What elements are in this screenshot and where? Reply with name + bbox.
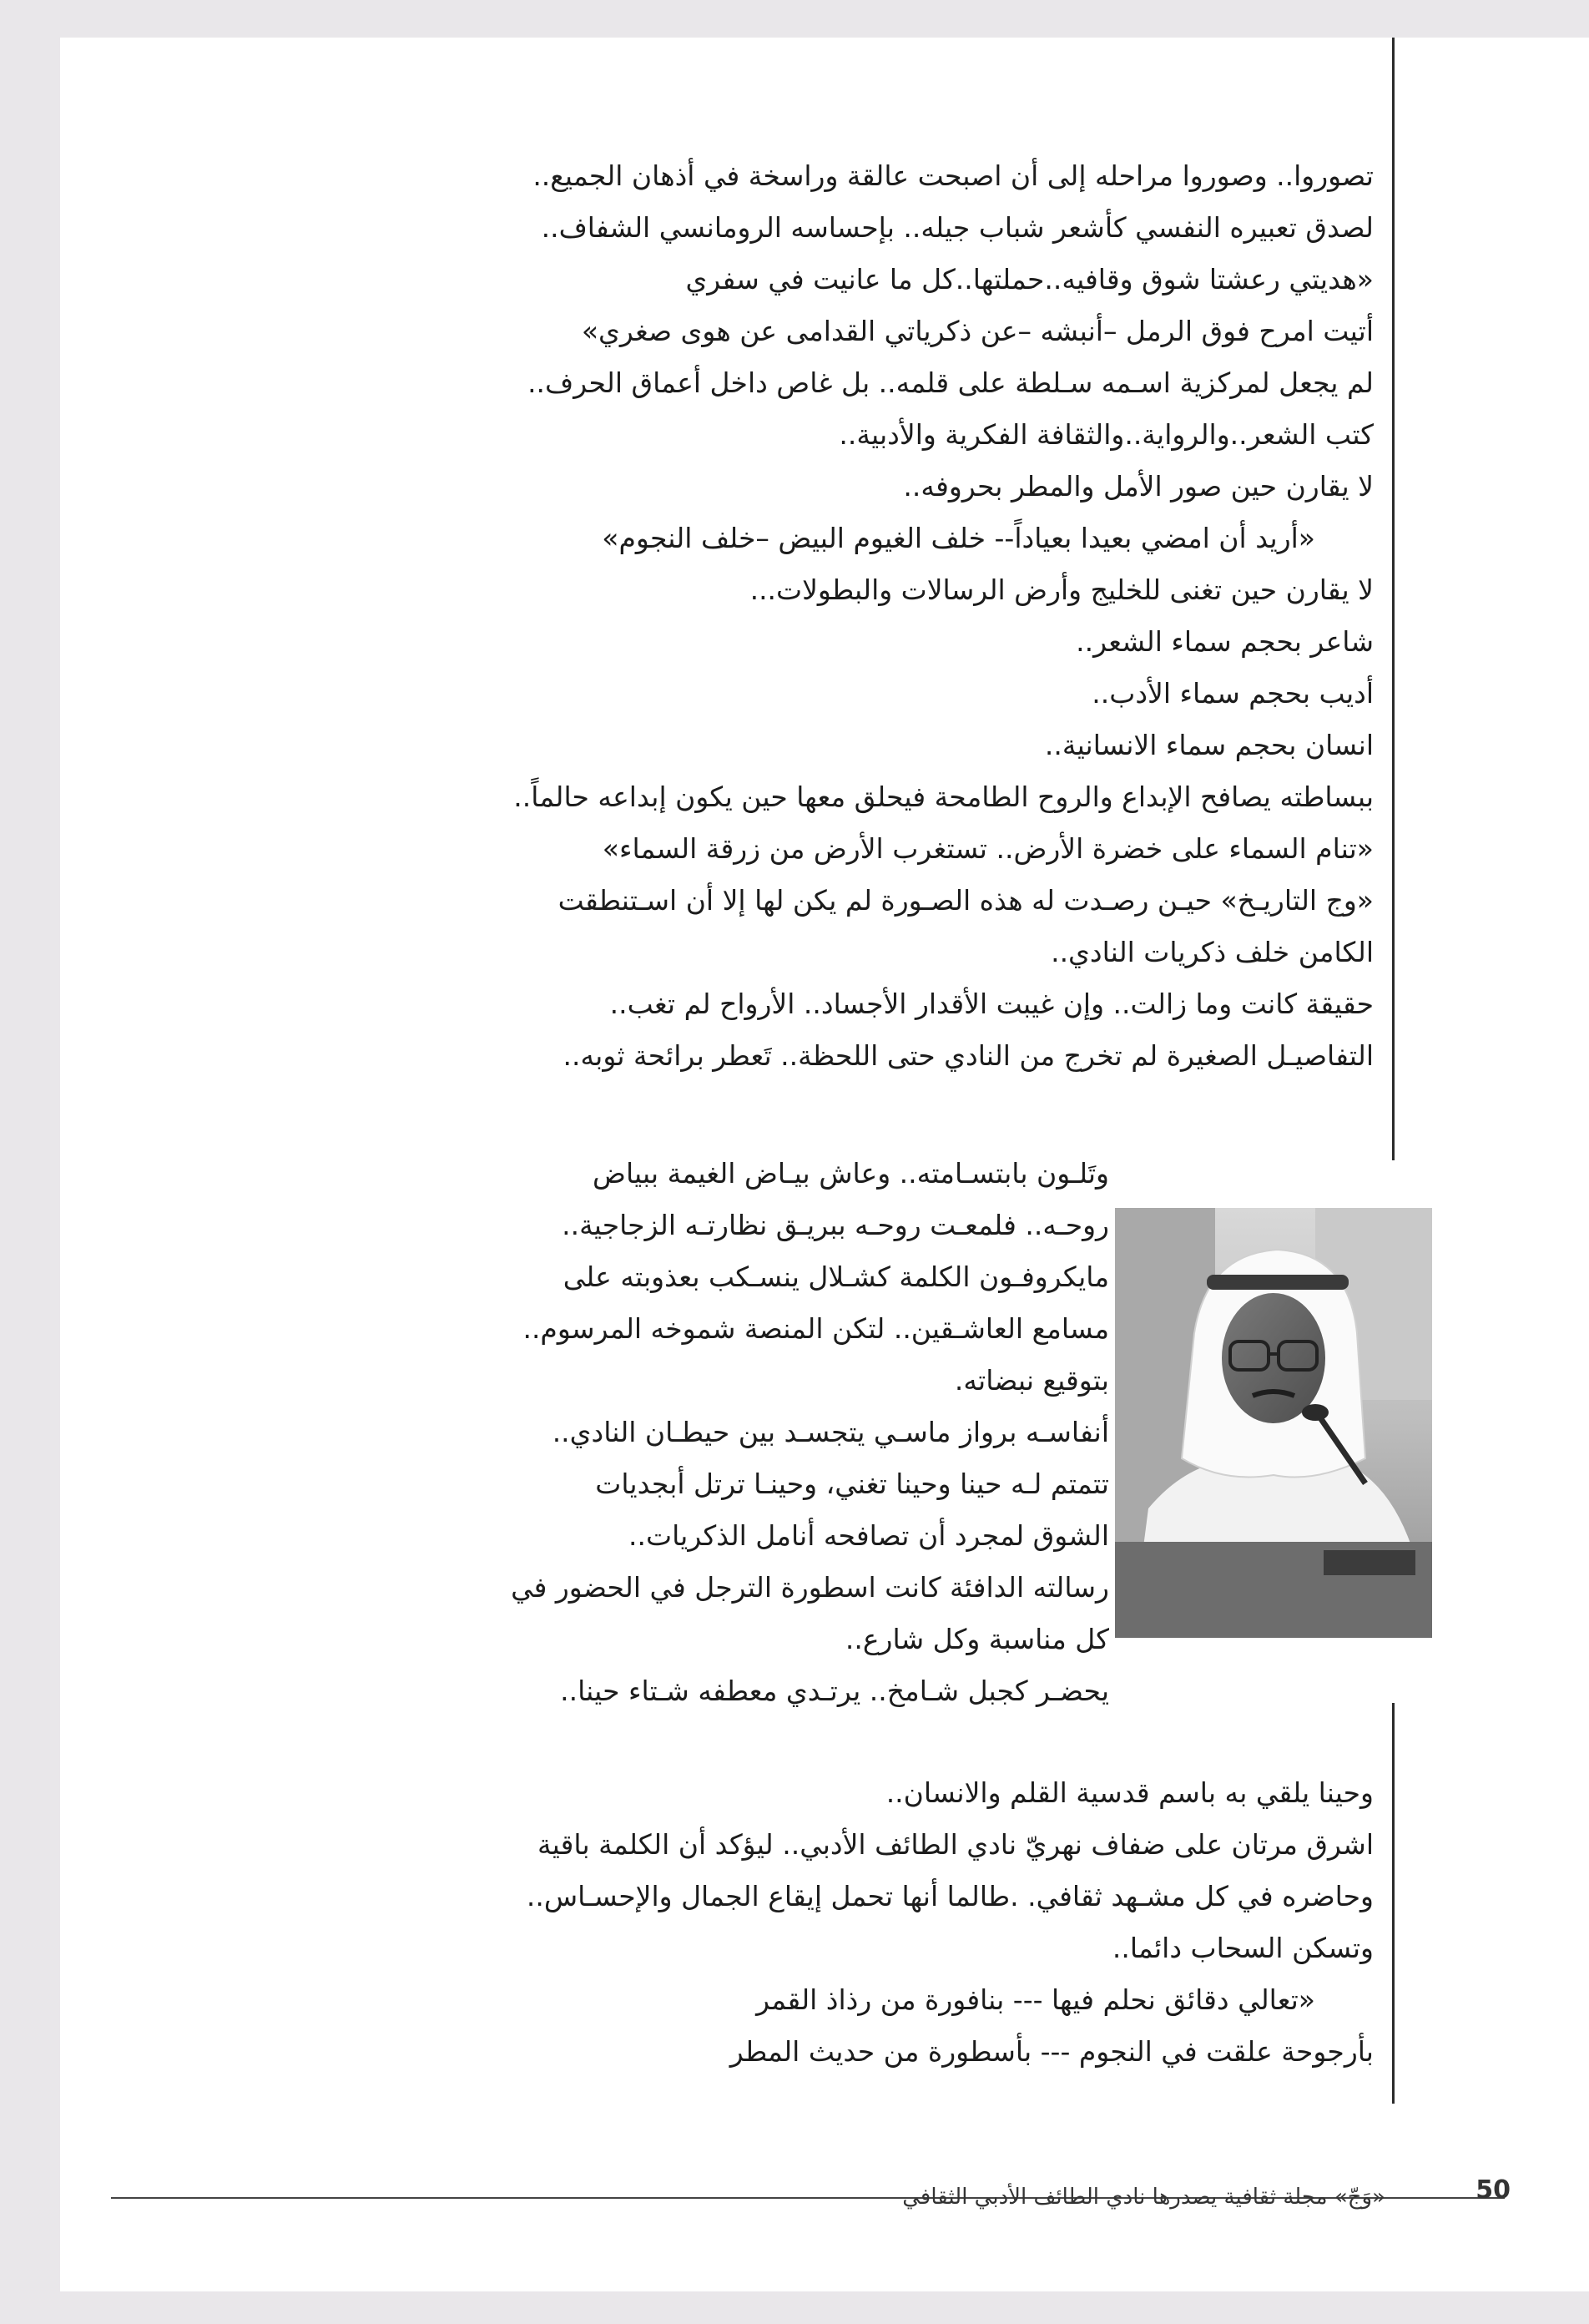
text-line: تتمتم لـه حينا وحينا تغني، وحينـا ترتل أبجديات xyxy=(595,1468,1109,1500)
text-line: وحينا يلقي به باسم قدسية القلم والانسان.. xyxy=(885,1776,1374,1809)
poem-line: «تعالي دقائق نحلم فيها --- بنافورة من رذاذ القمر xyxy=(756,1983,1315,2016)
text-line: الشوق لمجرد أن تصافحه أنامل الذكريات.. xyxy=(628,1519,1109,1552)
text-line: رسالته الدافئة كانت اسطورة الترجل في الحضور في xyxy=(511,1571,1109,1604)
portrait-photo xyxy=(1115,1208,1432,1638)
page-number: 50 xyxy=(1476,2175,1511,2205)
article-text-bottom xyxy=(372,1767,1374,2078)
text-line: ببساطته يصافح الإبداع والروح الطامحة فيحلق معها حين يكون إبداعه حالماً.. xyxy=(513,781,1374,813)
text-line: وتسكن السحاب دائما.. xyxy=(1112,1932,1374,1964)
text-line: «وج التاريـخ» حيـن رصـدت له هذه الصـورة لم يكن لها إلا أن اسـتنطقت xyxy=(557,884,1374,917)
text-line: تصوروا.. وصوروا مراحله إلى أن اصبحت عالقة وراسخة في أذهان الجميع.. xyxy=(532,159,1374,192)
column-divider-bottom xyxy=(1392,1703,1395,2104)
text-line: روحـه.. فلمعـت روحـه ببريـق نظارتـه الزجاجية.. xyxy=(562,1209,1109,1241)
text-line: يحضـر كجبل شـامخ.. يرتـدي معطفه شـتاء حينا.. xyxy=(560,1675,1109,1707)
text-line: «تنام السماء على خضرة الأرض.. تستغرب الأرض من زرقة السماء» xyxy=(602,832,1374,865)
portrait-illustration xyxy=(1115,1208,1432,1638)
text-line: «هديتي رعشتا شوق وقافيه..حملتها..كل ما عانيت في سفري xyxy=(685,263,1374,296)
magazine-footer-title: «وَجّ» مجلة ثقافية يصدرها نادي الطائف الأدبي الثقافي xyxy=(902,2185,1385,2210)
text-line: اشرق مرتان على ضفاف نهريّ نادي الطائف الأدبي.. ليؤكد أن الكلمة باقية xyxy=(537,1828,1374,1861)
text-line: حقيقة كانت وما زالت.. وإن غيبت الأقدار الأجساد.. الأرواح لم تغب.. xyxy=(609,988,1374,1020)
poem-line: «أريد أن امضي بعيدا بعياداً-- خلف الغيوم البيض –خلف النجوم» xyxy=(602,522,1315,554)
text-line: لا يقارن حين صور الأمل والمطر بحروفه.. xyxy=(903,470,1374,503)
text-line: كتب الشعر..والرواية..والثقافة الفكرية والأدبية.. xyxy=(839,418,1374,451)
poem-line: بأرجوحة علقت في النجوم --- بأسطورة من حديث المطر xyxy=(729,2035,1374,2068)
text-line: انسان بحجم سماء الانسانية.. xyxy=(1044,729,1374,761)
text-line: شاعر بحجم سماء الشعر.. xyxy=(1076,625,1374,658)
text-line: بتوقيع نبضاته. xyxy=(954,1364,1109,1397)
column-divider-top xyxy=(1392,38,1395,1160)
article-text-beside-photo xyxy=(358,1148,1109,1717)
text-line: مسامع العاشـقين.. لتكن المنصة شموخه المرسوم.. xyxy=(522,1312,1109,1345)
text-line: التفاصيـل الصغيرة لم تخرج من النادي حتى اللحظة.. تَعطر برائحة ثوبه.. xyxy=(562,1039,1374,1072)
text-line: الكامن خلف ذكريات النادي.. xyxy=(1051,936,1374,968)
text-line: وحاضره في كل مشـهد ثقافي. .طالما أنها تحمل إيقاع الجمال والإحسـاس.. xyxy=(526,1880,1374,1912)
text-line: لصدق تعبيره النفسي كأشعر شباب جيله.. بإحساسه الرومانسي الشفاف.. xyxy=(541,211,1374,244)
text-line: مايكروفـون الكلمة كشـلال ينسـكب بعذوبته على xyxy=(562,1261,1109,1293)
text-line: لا يقارن حين تغنى للخليج وأرض الرسالات والبطولات... xyxy=(749,573,1374,606)
text-line: أنفاسـه برواز ماسـي يتجسـد بين حيطـان النادي.. xyxy=(552,1416,1109,1448)
text-line: أديب بحجم سماء الأدب.. xyxy=(1092,677,1374,710)
article-text-top xyxy=(372,150,1374,1082)
text-line: لم يجعل لمركزية اسـمه سـلطة على قلمه.. بل غاص داخل أعماق الحرف.. xyxy=(527,366,1374,399)
text-line: أتيت امرح فوق الرمل –أنبشه –عن ذكرياتي القدامى عن هوى صغري» xyxy=(581,315,1374,347)
text-line: كل مناسبة وكل شارع.. xyxy=(845,1623,1109,1655)
text-line: وتَلـون بابتسـامته.. وعاش بيـاض الغيمة ببياض xyxy=(593,1157,1109,1190)
